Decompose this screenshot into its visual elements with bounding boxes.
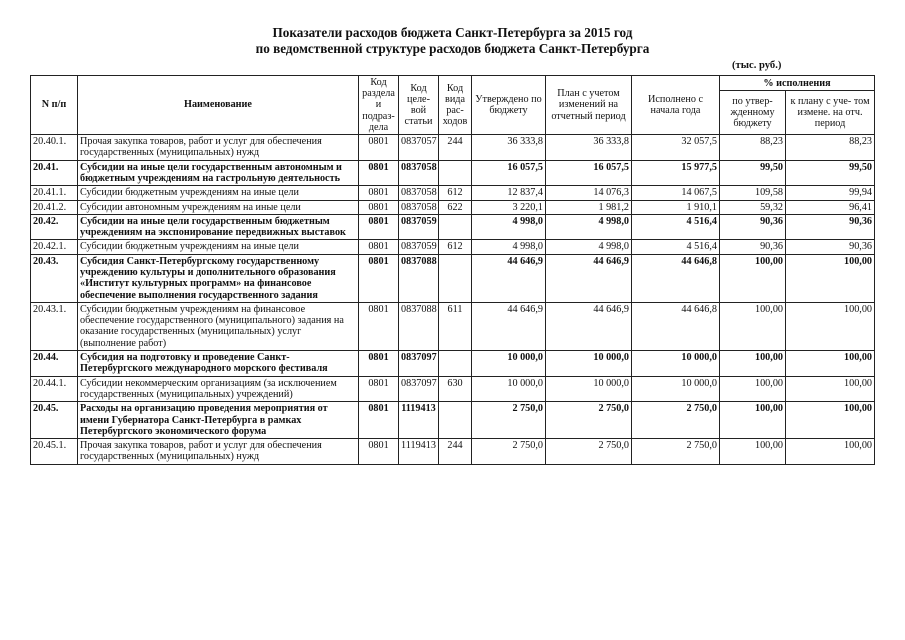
row-statya-code: 0837058 bbox=[399, 160, 439, 186]
row-approved: 10 000,0 bbox=[472, 376, 546, 402]
row-pct-approved: 100,00 bbox=[720, 351, 786, 377]
row-vid-code: 612 bbox=[439, 186, 472, 200]
row-num: 20.44.1. bbox=[31, 376, 78, 402]
row-executed: 4 516,4 bbox=[632, 214, 720, 240]
row-razdel-code: 0801 bbox=[359, 351, 399, 377]
row-pct-plan: 100,00 bbox=[786, 439, 875, 465]
row-num: 20.40.1. bbox=[31, 135, 78, 161]
row-num: 20.45.1. bbox=[31, 439, 78, 465]
row-statya-code: 0837059 bbox=[399, 240, 439, 254]
row-name: Субсидии на иные цели государственным автономным и бюджетным учреждениям на гастрольную деятельность bbox=[78, 160, 359, 186]
row-plan: 4 998,0 bbox=[546, 240, 632, 254]
row-name: Субсидии некоммерческим организациям (за исключением государственных (муниципальных) учреждений) bbox=[78, 376, 359, 402]
row-vid-code bbox=[439, 160, 472, 186]
row-vid-code: 244 bbox=[439, 439, 472, 465]
row-statya-code: 0837057 bbox=[399, 135, 439, 161]
table-row bbox=[31, 439, 875, 465]
row-approved: 36 333,8 bbox=[472, 135, 546, 161]
row-pct-plan: 96,41 bbox=[786, 200, 875, 214]
row-razdel-code: 0801 bbox=[359, 254, 399, 302]
row-statya-code: 0837088 bbox=[399, 302, 439, 350]
header-num: N п/п bbox=[31, 76, 78, 135]
row-approved: 10 000,0 bbox=[472, 351, 546, 377]
row-pct-plan: 100,00 bbox=[786, 402, 875, 439]
row-pct-plan: 99,50 bbox=[786, 160, 875, 186]
table-row bbox=[31, 186, 875, 200]
header-pct-group: % исполнения bbox=[720, 76, 875, 91]
row-pct-approved: 100,00 bbox=[720, 302, 786, 350]
row-razdel-code: 0801 bbox=[359, 200, 399, 214]
row-plan: 2 750,0 bbox=[546, 439, 632, 465]
header-approved: Утверждено по бюджету bbox=[472, 76, 546, 135]
row-vid-code: 611 bbox=[439, 302, 472, 350]
row-vid-code: 244 bbox=[439, 135, 472, 161]
row-name: Расходы на организацию проведения мероприятия от имени Губернатора Санкт-Петербурга в рамках Петербургского экономического форума bbox=[78, 402, 359, 439]
row-executed: 2 750,0 bbox=[632, 402, 720, 439]
row-pct-approved: 100,00 bbox=[720, 376, 786, 402]
row-razdel-code: 0801 bbox=[359, 439, 399, 465]
row-pct-plan: 88,23 bbox=[786, 135, 875, 161]
row-razdel-code: 0801 bbox=[359, 376, 399, 402]
row-executed: 14 067,5 bbox=[632, 186, 720, 200]
row-name: Субсидия Санкт-Петербургскому государственному учреждению культуры и дополнительного образования «Институт культурных программ» на финансовое обеспечение выполнения государственного задания bbox=[78, 254, 359, 302]
header-pct-approved: по утвер- жденному бюджету bbox=[720, 91, 786, 135]
row-statya-code: 0837059 bbox=[399, 214, 439, 240]
row-executed: 10 000,0 bbox=[632, 376, 720, 402]
header-executed: Исполнено с начала года bbox=[632, 76, 720, 135]
row-statya-code: 0837058 bbox=[399, 200, 439, 214]
row-plan: 1 981,2 bbox=[546, 200, 632, 214]
row-plan: 10 000,0 bbox=[546, 351, 632, 377]
row-executed: 15 977,5 bbox=[632, 160, 720, 186]
row-statya-code: 0837088 bbox=[399, 254, 439, 302]
table-row bbox=[31, 254, 875, 302]
row-pct-approved: 59,32 bbox=[720, 200, 786, 214]
row-plan: 2 750,0 bbox=[546, 402, 632, 439]
row-name: Субсидии бюджетным учреждениям на иные цели bbox=[78, 186, 359, 200]
row-vid-code bbox=[439, 402, 472, 439]
row-pct-plan: 100,00 bbox=[786, 351, 875, 377]
row-pct-approved: 88,23 bbox=[720, 135, 786, 161]
row-num: 20.41.2. bbox=[31, 200, 78, 214]
row-statya-code: 0837058 bbox=[399, 186, 439, 200]
table-row bbox=[31, 302, 875, 350]
row-pct-approved: 90,36 bbox=[720, 240, 786, 254]
row-plan: 44 646,9 bbox=[546, 254, 632, 302]
row-pct-plan: 100,00 bbox=[786, 254, 875, 302]
row-plan: 4 998,0 bbox=[546, 214, 632, 240]
row-approved: 2 750,0 bbox=[472, 439, 546, 465]
row-plan: 14 076,3 bbox=[546, 186, 632, 200]
table-row bbox=[31, 376, 875, 402]
row-name: Субсидии автономным учреждениям на иные цели bbox=[78, 200, 359, 214]
row-razdel-code: 0801 bbox=[359, 302, 399, 350]
row-approved: 12 837,4 bbox=[472, 186, 546, 200]
row-razdel-code: 0801 bbox=[359, 160, 399, 186]
row-approved: 3 220,1 bbox=[472, 200, 546, 214]
row-num: 20.44. bbox=[31, 351, 78, 377]
row-num: 20.43. bbox=[31, 254, 78, 302]
table-row bbox=[31, 214, 875, 240]
row-executed: 44 646,8 bbox=[632, 254, 720, 302]
row-approved: 44 646,9 bbox=[472, 302, 546, 350]
table-row bbox=[31, 240, 875, 254]
row-razdel-code: 0801 bbox=[359, 186, 399, 200]
row-num: 20.45. bbox=[31, 402, 78, 439]
row-pct-approved: 100,00 bbox=[720, 254, 786, 302]
row-plan: 10 000,0 bbox=[546, 376, 632, 402]
row-vid-code: 622 bbox=[439, 200, 472, 214]
row-executed: 32 057,5 bbox=[632, 135, 720, 161]
row-pct-approved: 90,36 bbox=[720, 214, 786, 240]
row-name: Субсидии бюджетным учреждениям на финансовое обеспечение государственного (муниципального) задания на оказание государственных (муниципальных) услуг (выполнение работ) bbox=[78, 302, 359, 350]
row-name: Субсидии на иные цели государственным бюджетным учреждениям на экспонирование передвижных выставок bbox=[78, 214, 359, 240]
header-pct-plan: к плану с уче- том измене. на отч. период bbox=[786, 91, 875, 135]
report-subtitle: по ведомственной структуре расходов бюджета Санкт-Петербурга bbox=[255, 41, 650, 56]
row-pct-approved: 99,50 bbox=[720, 160, 786, 186]
header-statya: Код целе- вой статьи bbox=[399, 76, 439, 135]
report-title: Показатели расходов бюджета Санкт-Петербурга за 2015 год bbox=[272, 25, 633, 40]
row-vid-code bbox=[439, 214, 472, 240]
row-name: Субсидия на подготовку и проведение Санкт-Петербургского международного морского фестиваля bbox=[78, 351, 359, 377]
row-plan: 36 333,8 bbox=[546, 135, 632, 161]
header-vid: Код вида рас- ходов bbox=[439, 76, 472, 135]
row-approved: 16 057,5 bbox=[472, 160, 546, 186]
budget-table bbox=[30, 75, 875, 465]
row-vid-code: 630 bbox=[439, 376, 472, 402]
header-name: Наименование bbox=[78, 76, 359, 135]
row-pct-approved: 100,00 bbox=[720, 402, 786, 439]
row-razdel-code: 0801 bbox=[359, 240, 399, 254]
row-razdel-code: 0801 bbox=[359, 135, 399, 161]
row-name: Субсидии бюджетным учреждениям на иные цели bbox=[78, 240, 359, 254]
units-label: (тыс. руб.) bbox=[732, 60, 782, 71]
row-vid-code: 612 bbox=[439, 240, 472, 254]
table-row bbox=[31, 135, 875, 161]
row-approved: 44 646,9 bbox=[472, 254, 546, 302]
table-row bbox=[31, 402, 875, 439]
row-statya-code: 1119413 bbox=[399, 439, 439, 465]
row-vid-code bbox=[439, 351, 472, 377]
table-header bbox=[31, 76, 875, 135]
row-approved: 4 998,0 bbox=[472, 214, 546, 240]
row-vid-code bbox=[439, 254, 472, 302]
row-pct-approved: 109,58 bbox=[720, 186, 786, 200]
row-pct-plan: 100,00 bbox=[786, 302, 875, 350]
row-statya-code: 0837097 bbox=[399, 351, 439, 377]
row-pct-plan: 90,36 bbox=[786, 240, 875, 254]
row-approved: 4 998,0 bbox=[472, 240, 546, 254]
row-executed: 4 516,4 bbox=[632, 240, 720, 254]
row-statya-code: 1119413 bbox=[399, 402, 439, 439]
table-row bbox=[31, 160, 875, 186]
row-executed: 2 750,0 bbox=[632, 439, 720, 465]
row-num: 20.41. bbox=[31, 160, 78, 186]
row-pct-plan: 100,00 bbox=[786, 376, 875, 402]
row-name: Прочая закупка товаров, работ и услуг для обеспечения государственных (муниципальных) нужд bbox=[78, 439, 359, 465]
row-razdel-code: 0801 bbox=[359, 214, 399, 240]
row-statya-code: 0837097 bbox=[399, 376, 439, 402]
row-name: Прочая закупка товаров, работ и услуг для обеспечения государственных (муниципальных) нужд bbox=[78, 135, 359, 161]
row-plan: 44 646,9 bbox=[546, 302, 632, 350]
row-executed: 10 000,0 bbox=[632, 351, 720, 377]
row-num: 20.42. bbox=[31, 214, 78, 240]
table-row bbox=[31, 200, 875, 214]
row-executed: 1 910,1 bbox=[632, 200, 720, 214]
row-pct-plan: 90,36 bbox=[786, 214, 875, 240]
row-razdel-code: 0801 bbox=[359, 402, 399, 439]
row-executed: 44 646,8 bbox=[632, 302, 720, 350]
row-num: 20.43.1. bbox=[31, 302, 78, 350]
header-plan: План с учетом изменений на отчетный период bbox=[546, 76, 632, 135]
row-pct-plan: 99,94 bbox=[786, 186, 875, 200]
row-num: 20.41.1. bbox=[31, 186, 78, 200]
header-razdel: Код раздела и подраз- дела bbox=[359, 76, 399, 135]
row-pct-approved: 100,00 bbox=[720, 439, 786, 465]
row-num: 20.42.1. bbox=[31, 240, 78, 254]
table-row bbox=[31, 351, 875, 377]
row-plan: 16 057,5 bbox=[546, 160, 632, 186]
table-body bbox=[31, 135, 875, 465]
row-approved: 2 750,0 bbox=[472, 402, 546, 439]
